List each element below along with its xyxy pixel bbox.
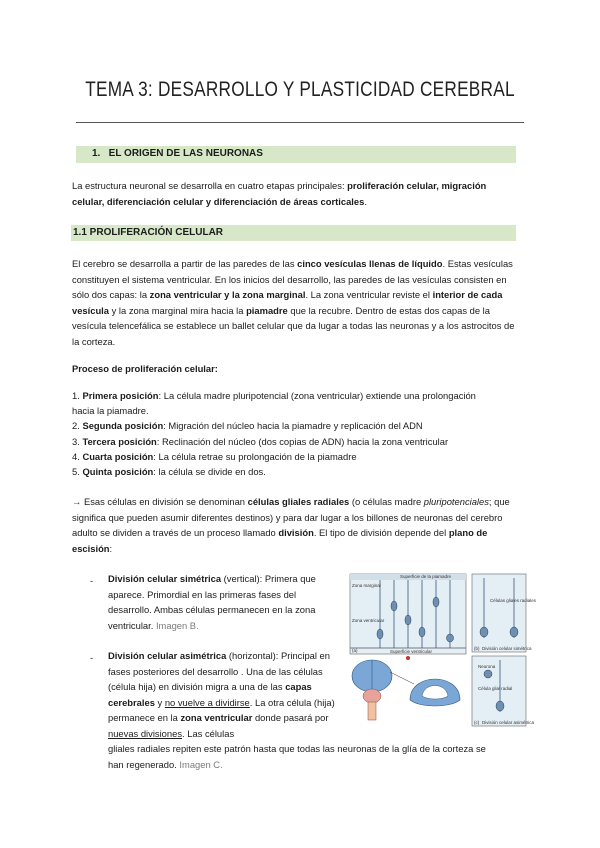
step-3: 3. Tercera posición: Reclinación del núcleo (dos copias de ADN) hacia la zona ventricular — [72, 436, 449, 447]
cell-division-figure — [350, 572, 537, 727]
brain-illustration — [352, 656, 460, 720]
panel-b-label: (b) — [474, 646, 480, 651]
asymmetric-division-cont: gliales radiales repiten este patrón hasta que todas las neuronas de la glía de la corteza se — [108, 743, 486, 754]
section-heading-bar — [76, 146, 516, 163]
vesicles-paragraph: El cerebro se desarrolla a partir de las paredes de las cinco vesículas llenas de líquido. Estas vesículas constituyen el sistema ventricular. En los inicios del desarrollo, las paredes de las vesículas consisten en sólo dos capas: la zona ventricular y la zona marginal. La zona ventricular reviste el interior de cada vesícula y la zona marginal mira hacia la piamadre que la recubre. Dentro de estas dos capas de la vesícula telencefálica se establece un ballet celular que da lugar a todas las neuronas y a los astrocitos de la corteza. — [72, 258, 515, 347]
sym-division-label: División celular simétrica — [482, 646, 532, 651]
asymmetric-division-cont: han regenerado. Imagen C. — [108, 759, 223, 770]
subsection-heading: 1.1 PROLIFERACIÓN CELULAR — [73, 227, 224, 238]
symmetric-division-item: División celular simétrica (vertical): Primera que aparece. Primordial en las primeras fases del desarrollo. Ambas células permanecen en la zona ventricular. Imagen B. — [108, 573, 316, 631]
step-1: 1. Primera posición: La célula madre pluripotencial (zona ventricular) extiende una prolongación — [72, 390, 476, 401]
zona-ventricular-label: Zona ventricular — [352, 618, 385, 623]
superficie-ventricular-label: Superficie ventricular — [390, 649, 433, 654]
step-1-cont: hacia la piamadre. — [72, 405, 149, 416]
step-4: 4. Cuarta posición: La célula retrae su prolongación de la piamadre — [72, 451, 357, 462]
panel-a — [350, 574, 466, 654]
bullet-dash: - — [90, 575, 94, 586]
neurona-label: Neurona — [478, 664, 496, 669]
subsection-heading-bar — [71, 225, 516, 241]
intro-paragraph: La estructura neuronal se desarrolla en cuatro etapas principales: proliferación celular, migración celular, diferenciación celular y diferenciación de áreas corticales. — [72, 180, 487, 207]
superficie-label: Superficie de la piamadre — [400, 574, 452, 579]
step-2: 2. Segunda posición: Migración del núcleo hacia la piamadre y replicación del ADN — [72, 420, 423, 431]
bullet-dash: - — [90, 652, 94, 663]
process-heading: Proceso de proliferación celular: — [72, 363, 218, 374]
title-divider — [76, 122, 524, 123]
radial-glia-paragraph: → Esas células en división se denominan células gliales radiales (o células madre pluripotenciales; que significa que pueden asumir diferentes destinos) y para dar lugar a los billones de neuronas del cerebro adulto se dividen a través de un proceso llamado división. El tipo de división depende del plano de escisión: — [72, 496, 510, 554]
panel-a-label: (a) — [352, 648, 358, 653]
panel-c — [472, 656, 535, 726]
zona-marginal-label: Zona marginal — [352, 583, 381, 588]
glial-label: Célula glial radial — [478, 686, 513, 691]
section-heading: 1. EL ORIGEN DE LAS NEURONAS — [92, 148, 263, 159]
panel-b — [472, 574, 537, 652]
panel-c-label: (c) — [474, 720, 480, 725]
asymmetric-division-item: División celular asimétrica (horizontal): Principal en fases posteriores del desarrollo . Una de las células (célula hija) en división migra a una de las capas cerebrales y no vuelve a dividirse. La otra célula (hija) permanece en la zona ventricular donde pasará por nuevas divisiones. Las células — [108, 650, 335, 739]
asym-division-label: División celular asimétrica — [482, 720, 535, 725]
gliales-label: Células gliales radiales — [490, 598, 537, 603]
step-5: 5. Quinta posición: la célula se divide en dos. — [72, 466, 266, 477]
page-title: TEMA 3: DESARROLLO Y PLASTICIDAD CEREBRAL — [85, 78, 515, 101]
